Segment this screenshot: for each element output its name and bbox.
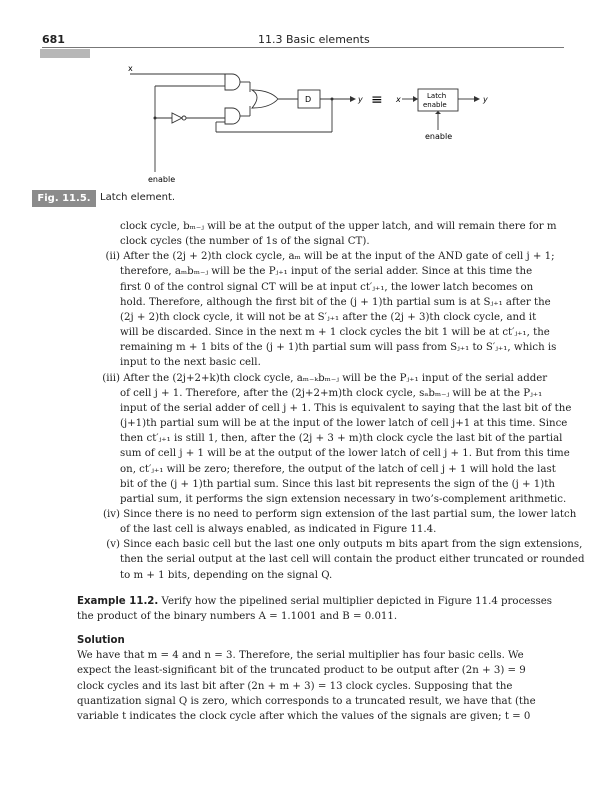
- text-line: We have that m = 4 and n = 3. Therefore, the serial multiplier has four basic cells. We: [77, 650, 524, 662]
- d-box-label: D: [305, 95, 312, 104]
- equiv-symbol: ≡: [371, 92, 383, 108]
- text-line: variable t indicates the clock cycle after which the values of the signals are given; t = 0: [77, 710, 531, 722]
- text-line: of the last cell is always enabled, as indicated in Figure 11.4.: [120, 524, 437, 536]
- text-line: of cell j + 1. Therefore, after the (2j+2+m)th clock cycle, sₐbₘ₋ⱼ will be at the Pⱼ₊₁: [120, 387, 543, 399]
- text-line: clock cycles (the number of 1s of the signal CT).: [120, 236, 370, 248]
- figure-label: Fig. 11.5.: [32, 190, 96, 207]
- text-line: clock cycle, bₘ₋ⱼ will be at the output of the upper latch, and will remain there for m: [120, 221, 557, 232]
- section-title: 11.3 Basic elements: [258, 33, 370, 46]
- text-line: will be discarded. Since in the next m + 1 clock cycles the bit 1 will be at ct′ⱼ₊₁, the: [120, 327, 550, 339]
- text-line: input to the next basic cell.: [120, 357, 261, 369]
- text-line: input of the serial adder of cell j + 1. This is equivalent to saying that the last bit of the: [120, 402, 572, 414]
- y-output-label: y: [358, 95, 363, 104]
- text-line: After the (2j+2+k)th clock cycle, aₘ₋ₖbₘ₋ⱼ will be the Pⱼ₊₁ input of the serial adder: [123, 372, 548, 384]
- text-line: remaining m + 1 bits of the (j + 1)th partial sum will pass from Sⱼ₊₁ to S′ⱼ₊₁, which is: [120, 342, 557, 354]
- text-line: (2j + 2)th clock cycle, it will not be at S′ⱼ₊₁ after the (2j + 3)th clock cycle, and it: [120, 311, 537, 323]
- x-right-label: x: [396, 95, 401, 104]
- x-input-label: x: [128, 64, 133, 73]
- item-marker: (v): [106, 539, 120, 551]
- body-text: [77, 219, 585, 724]
- enable-right-label: enable: [425, 132, 453, 141]
- enable-label: enable: [148, 175, 176, 184]
- text-line: (j+1)th partial sum will be at the input of the lower latch of cell j+1 at this time. Since: [120, 418, 568, 430]
- text-line: partial sum, it performs the sign extension necessary in two’s-complement arithmetic.: [120, 493, 567, 505]
- solution-heading: Solution: [77, 635, 125, 647]
- text-line: then the serial output at the last cell will contain the product either truncated or rounded: [120, 554, 585, 566]
- item-marker: (ii): [105, 251, 120, 263]
- text-line: Verify how the pipelined serial multiplier depicted in Figure 11.4 processes: [158, 595, 553, 607]
- figure-caption: Latch element.: [100, 192, 176, 203]
- text-line: the product of the binary numbers A = 1.1001 and B = 0.011.: [77, 610, 398, 622]
- latch-diagram: [100, 62, 500, 190]
- text-line: therefore, aₘbₘ₋ⱼ will be the Pⱼ₊₁ input of the serial adder. Since at this time the: [120, 266, 533, 278]
- header-tab: [40, 49, 90, 58]
- text-line: sum of cell j + 1 will be at the output of the lower latch of cell j + 1. But from this time: [120, 448, 570, 460]
- item-marker: (iv): [103, 508, 120, 520]
- text-line: first 0 of the control signal CT will be at input ct′ⱼ₊₁, the lower latch becomes on: [120, 281, 534, 293]
- text-line: hold. Therefore, although the first bit of the (j + 1)th partial sum is at Sⱼ₊₁ after the: [120, 296, 551, 308]
- header-rule: [42, 47, 564, 48]
- text-line: Since there is no need to perform sign extension of the last partial sum, the lower latch: [123, 508, 577, 520]
- text-line: clock cycles and its last bit after (2n + m + 3) = 13 clock cycles. Supposing that the: [77, 680, 513, 692]
- text-line: After the (2j + 2)th clock cycle, aₘ will be at the input of the AND gate of cell j + 1;: [123, 251, 555, 263]
- page-number: 681: [42, 33, 65, 46]
- text-line: then ct′ⱼ₊₁ is still 1, then, after the (2j + 3 + m)th clock cycle the last bit of the partial: [120, 433, 563, 445]
- latch-label: Latch: [427, 92, 447, 100]
- text-line: quantization signal Q is zero, which corresponds to a truncated result, we have that (the: [77, 695, 536, 707]
- example-label: Example 11.2.: [77, 595, 159, 607]
- text-line: bit of the (j + 1)th partial sum. Since this last bit represents the sign of the (j + 1)th: [120, 478, 555, 490]
- y-right-label: y: [483, 95, 488, 104]
- text-line: expect the least-significant bit of the truncated product to be output after (2n + 3) = 9: [77, 665, 526, 677]
- latch-enable-label: enable: [423, 101, 447, 109]
- text-line: Since each basic cell but the last one only outputs m bits apart from the sign extensions,: [123, 539, 583, 551]
- text-line: to m + 1 bits, depending on the signal Q.: [120, 569, 333, 581]
- text-line: on, ct′ⱼ₊₁ will be zero; therefore, the output of the latch of cell j + 1 will hold the last: [120, 463, 556, 475]
- item-marker: (iii): [102, 372, 120, 384]
